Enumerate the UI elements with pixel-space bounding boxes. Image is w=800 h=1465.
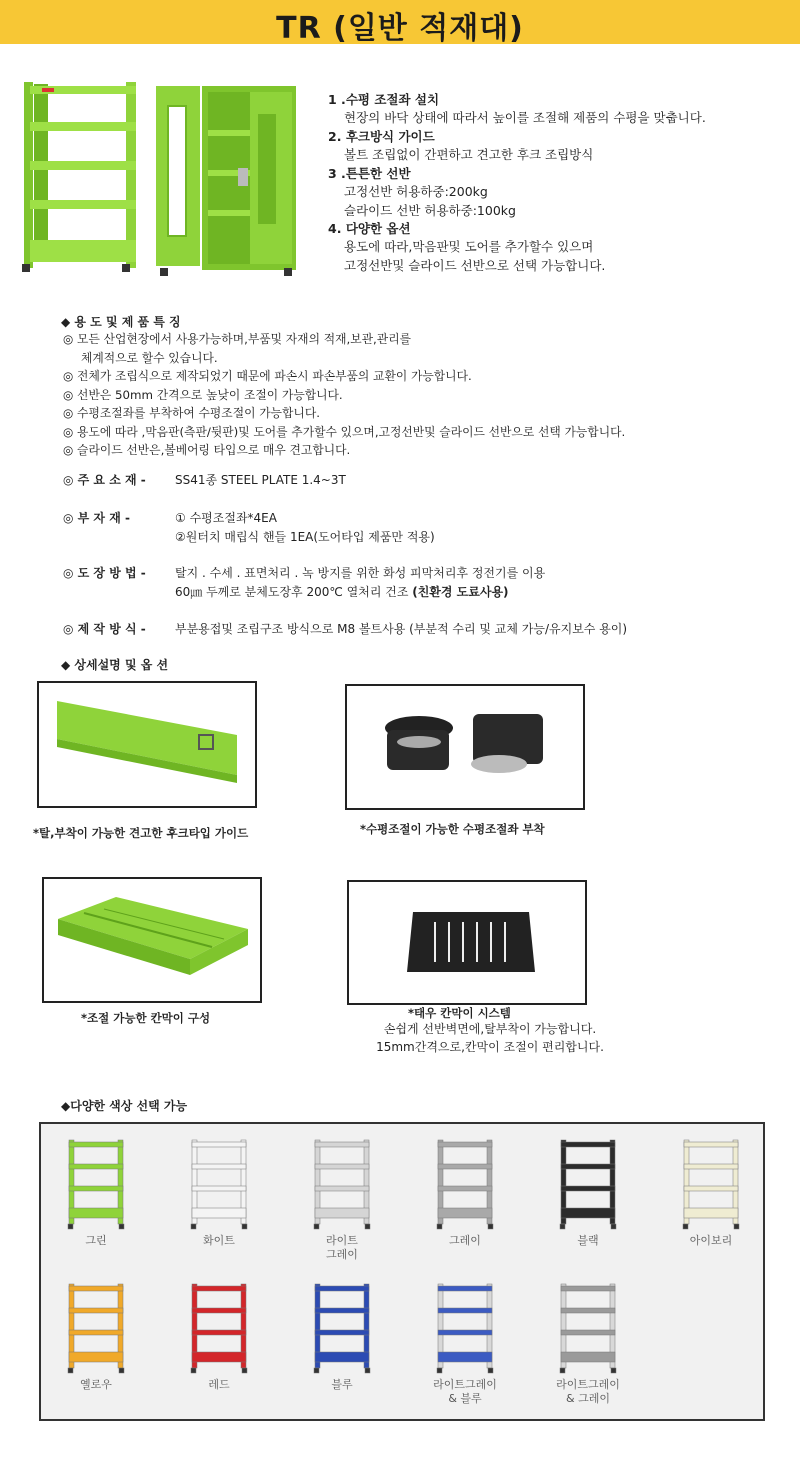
feature-1: 1 .수평 조절좌 설치 현장의 바닥 상태에 따라서 높이를 조절해 제품의 수평을 맞춥니다. — [328, 92, 706, 126]
color-option — [41, 1282, 151, 1392]
color-option — [533, 1138, 643, 1248]
leveler-image-box — [345, 684, 585, 810]
usage-item: ◎ 전체가 조립식으로 제작되었기 때문에 파손시 파손부품의 교환이 가능합니다. — [63, 369, 472, 383]
hook-guide-image — [39, 683, 255, 806]
divider-image-box — [42, 877, 262, 1003]
color-palette — [39, 1122, 765, 1421]
guide-image-box — [37, 681, 257, 808]
color-label: 라이트그레이 — [556, 1378, 620, 1391]
color-label: 레드 — [208, 1378, 230, 1391]
shelf-swatch-image — [680, 1138, 742, 1230]
color-label: 라이트그레이 — [433, 1378, 497, 1391]
shelf-swatch-image — [65, 1282, 127, 1374]
color-label: 그레이 — [449, 1234, 481, 1247]
color-option — [164, 1138, 274, 1248]
feature-2: 2. 후크방식 가이드 볼트 조립없이 간편하고 견고한 후크 조립방식 — [328, 129, 594, 163]
divider-tray-image — [44, 879, 260, 1001]
color-label-line2: & 그레이 — [566, 1392, 610, 1405]
feature-4: 4. 다양한 옵션 용도에 따라,막음판및 도어를 추가할수 있으며 고정선반및 슬라이드 선반으로 선택 가능합니다. — [328, 221, 606, 273]
color-label-line2: 그레이 — [326, 1248, 358, 1261]
colors-heading: ◆다양한 색상 선택 가능 — [61, 1099, 188, 1113]
usage-heading: ◆ 용 도 및 제 품 특 징 — [61, 315, 181, 329]
color-label: 그린 — [85, 1234, 107, 1247]
page-title: TR (일반 적재대) — [276, 11, 524, 46]
color-label: 라이트 — [326, 1234, 358, 1247]
color-option — [287, 1282, 397, 1392]
divider-system-image — [349, 882, 585, 1003]
usage-list — [63, 330, 625, 460]
feature-3: 3 .튼튼한 선반 고정선반 허용하중:200kg 슬라이드 선반 허용하중:100kg — [328, 166, 516, 218]
color-label: 아이보리 — [689, 1234, 733, 1247]
leveler-caption: *수평조절이 가능한 수평조절좌 부착 — [360, 822, 545, 836]
door-cabinet-image — [152, 82, 302, 278]
color-option — [656, 1138, 766, 1248]
usage-item: ◎ 선반은 50mm 간격으로 높낮이 조절이 가능합니다. — [63, 387, 343, 402]
usage-item: 체계적으로 할수 있습니다. — [81, 350, 218, 365]
open-shelf-image — [20, 78, 142, 278]
guide-caption: *탈,부착이 가능한 견고한 후크타입 가이드 — [33, 826, 249, 840]
usage-item: ◎ 수평조절좌를 부착하여 수평조절이 가능합니다. — [63, 406, 320, 420]
usage-item: ◎ 모든 산업현장에서 사용가능하며,부품및 자재의 적재,보관,관리를 — [63, 332, 411, 346]
color-label: 블루 — [331, 1378, 353, 1391]
shelf-swatch-image — [557, 1138, 619, 1230]
shelf-swatch-image — [311, 1282, 373, 1374]
title-banner — [0, 0, 800, 44]
usage-item: ◎ 용도에 따라 ,막음판(측판/뒷판)및 도어를 추가할수 있으며,고정선반및 슬라이드 선반으로 선택 가능합니다. — [63, 424, 626, 439]
color-option — [41, 1138, 151, 1248]
leveler-image — [347, 686, 583, 808]
color-label: 옐로우 — [80, 1378, 112, 1391]
color-option — [287, 1138, 397, 1262]
shelf-swatch-image — [434, 1282, 496, 1374]
color-label-line2: & 블루 — [448, 1392, 482, 1405]
system-caption: *태우 칸막이 시스템 — [408, 1006, 511, 1020]
color-option — [164, 1282, 274, 1392]
divider-caption: *조절 가능한 칸막이 구성 — [81, 1011, 211, 1025]
shelf-swatch-image — [434, 1138, 496, 1230]
color-label: 블랙 — [577, 1234, 599, 1247]
color-option — [410, 1282, 520, 1406]
system-note: 손쉽게 선반벽면에,탈부착이 가능합니다. 15mm간격으로,칸막이 조절이 편리합니다. — [376, 1022, 604, 1054]
shelf-swatch-image — [557, 1282, 619, 1374]
shelf-swatch-image — [188, 1138, 250, 1230]
shelf-swatch-image — [188, 1282, 250, 1374]
shelf-swatch-image — [65, 1138, 127, 1230]
color-option — [533, 1282, 643, 1406]
color-option — [410, 1138, 520, 1248]
system-image-box — [347, 880, 587, 1005]
detail-heading: ◆ 상세설명 및 옵 션 — [61, 658, 169, 672]
usage-item: ◎ 슬라이드 선반은,볼베어링 타입으로 매우 견고합니다. — [63, 443, 351, 457]
shelf-swatch-image — [311, 1138, 373, 1230]
color-label: 화이트 — [203, 1234, 235, 1247]
